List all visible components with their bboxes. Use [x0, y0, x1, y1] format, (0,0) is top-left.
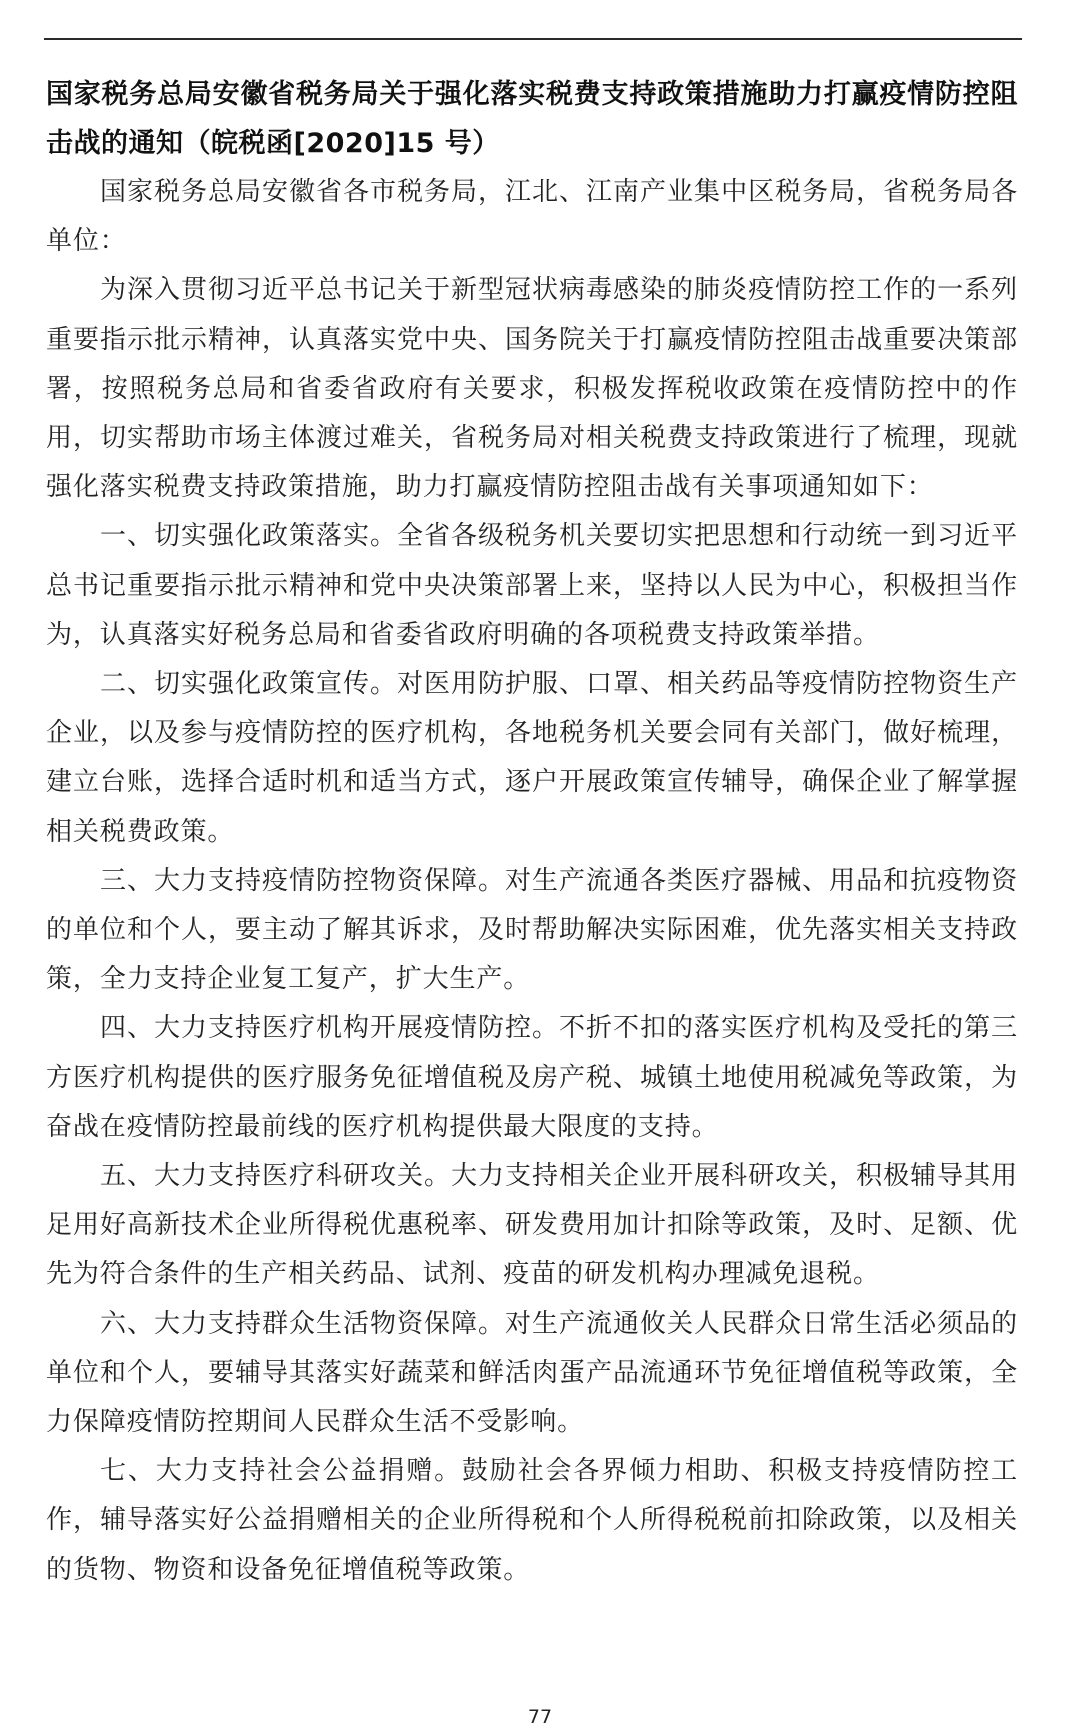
item-paragraph-5: 五、大力支持医疗科研攻关。大力支持相关企业开展科研攻关，积极辅导其用足用好高新技术企业所得税优惠税率、研发费用加计扣除等政策，及时、足额、优先为符合条件的生产相关药品、试剂、疫苗的研发机构办理减免退税。	[46, 1161, 1018, 1290]
page-number: 77	[527, 1706, 553, 1728]
item-paragraph-3: 三、大力支持疫情防控物资保障。对生产流通各类医疗器械、用品和抗疫物资的单位和个人，要主动了解其诉求，及时帮助解决实际困难，优先落实相关支持政策，全力支持企业复工复产，扩大生产。	[46, 865, 1018, 995]
item-paragraph-4: 四、大力支持医疗机构开展疫情防控。不折不扣的落实医疗机构及受托的第三方医疗机构提供的医疗服务免征增值税及房产税、城镇土地使用税减免等政策，为奋战在疫情防控最前线的医疗机构提供最大限度的支持。	[46, 1013, 1018, 1142]
item-paragraph-2: 二、切实强化政策宣传。对医用防护服、口罩、相关药品等疫情防控物资生产企业，以及参与疫情防控的医疗机构，各地税务机关要会同有关部门，做好梳理，建立台账，选择合适时机和适当方式，逐户开展政策宣传辅导，确保企业了解掌握相关税费政策。	[46, 669, 1018, 847]
header-rule	[44, 38, 1022, 40]
document-title: 国家税务总局安徽省税务局关于强化落实税费支持政策措施助力打赢疫情防控阻击战的通知（皖税函[2020]15 号）	[46, 79, 1018, 159]
item-paragraph-1: 一、切实强化政策落实。全省各级税务机关要切实把思想和行动统一到习近平总书记重要指示批示精神和党中央决策部署上来，坚持以人民为中心，积极担当作为，认真落实好税务总局和省委省政府明确的各项税费支持政策举措。	[46, 521, 1018, 650]
document-body	[46, 70, 1018, 1595]
salutation: 国家税务总局安徽省各市税务局，江北、江南产业集中区税务局，省税务局各单位：	[46, 177, 1018, 257]
item-paragraph-7: 七、大力支持社会公益捐赠。鼓励社会各界倾力相助、积极支持疫情防控工作，辅导落实好公益捐赠相关的企业所得税和个人所得税税前扣除政策，以及相关的货物、物资和设备免征增值税等政策。	[46, 1456, 1018, 1585]
item-paragraph-6: 六、大力支持群众生活物资保障。对生产流通攸关人民群众日常生活必须品的单位和个人，要辅导其落实好蔬菜和鲜活肉蛋产品流通环节免征增值税等政策，全力保障疫情防控期间人民群众生活不受影响。	[46, 1308, 1018, 1438]
intro-paragraph: 为深入贯彻习近平总书记关于新型冠状病毒感染的肺炎疫情防控工作的一系列重要指示批示精神，认真落实党中央、国务院关于打赢疫情防控阻击战重要决策部署，按照税务总局和省委省政府有关要求，积极发挥税收政策在疫情防控中的作用，切实帮助市场主体渡过难关，省税务局对相关税费支持政策进行了梳理，现就强化落实税费支持政策措施，助力打赢疫情防控阻击战有关事项通知如下：	[46, 275, 1018, 503]
